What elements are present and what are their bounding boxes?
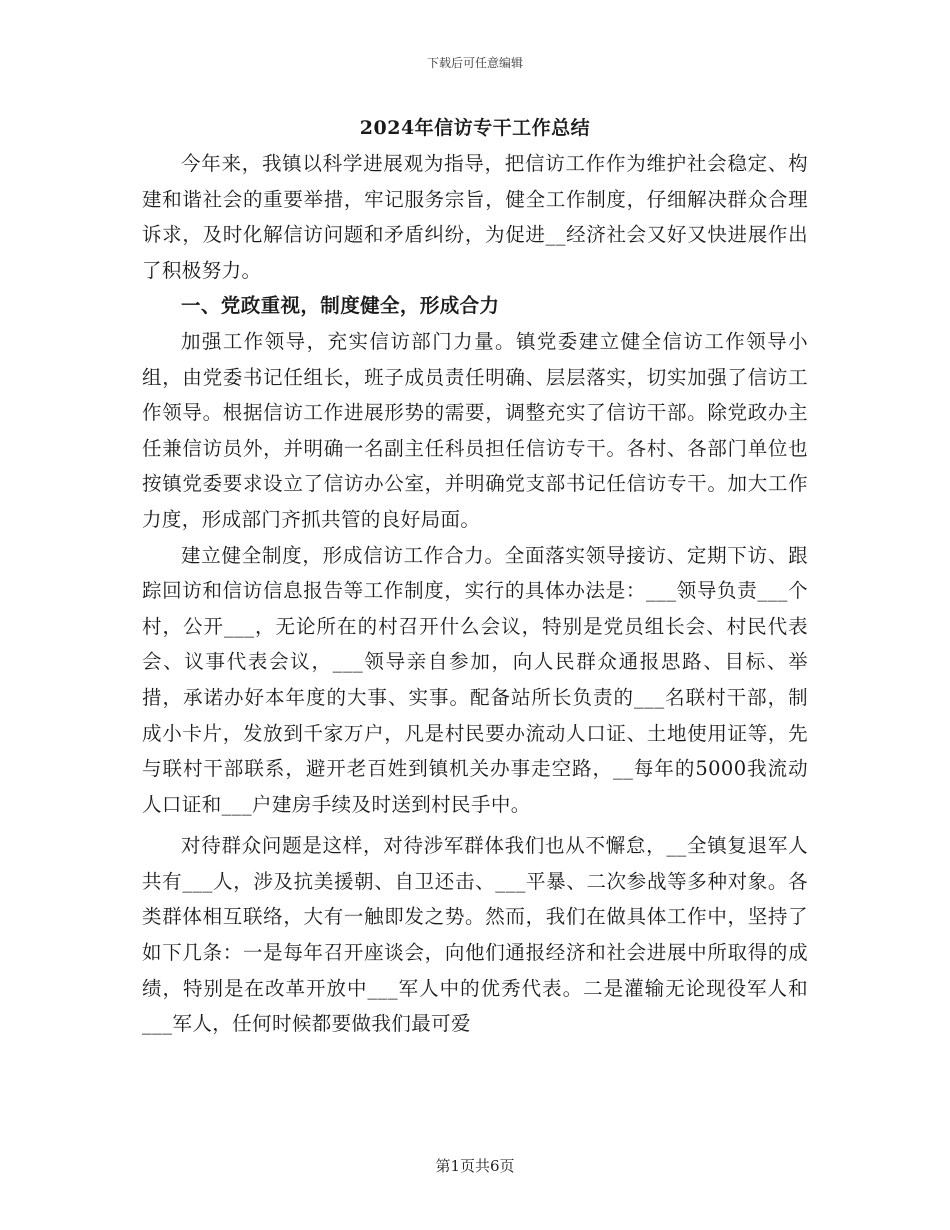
section-heading: 一、党政重视，制度健全，形成合力	[181, 294, 500, 318]
body-paragraph-3: 对待群众问题是这样，对待涉军群体我们也从不懈怠，__全镇复退军人共有___人，涉及抗美援朝、自卫还击、___平暴、二次参战等多种对象。各类群体相互联络，大有一触即发之势。然而，我们在做具体工作中，坚持了如下几条：一是每年召开座谈会，向他们通报经济和社会进展中所取得的成绩，特别是在改革开放中___军人中的优秀代表。二是灌输无论现役军人和___军人，任何时候都要做我们最可爱	[142, 834, 808, 1036]
intro-paragraph: 今年来，我镇以科学进展观为指导，把信访工作作为维护社会稳定、构建和谐社会的重要举措，牢记服务宗旨，健全工作制度，仔细解决群众合理诉求，及时化解信访问题和矛盾纠纷，为促进__经济社会又好又快进展作出了积极努力。	[142, 152, 808, 282]
document-title: 2024年信访专干工作总结	[359, 117, 591, 139]
body-paragraph-1: 加强工作领导，充实信访部门力量。镇党委建立健全信访工作领导小组，由党委书记任组长，班子成员责任明确、层层落实，切实加强了信访工作领导。根据信访工作进展形势的需要，调整充实了信访干部。除党政办主任兼信访员外，并明确一名副主任科员担任信访专干。各村、各部门单位也按镇党委要求设立了信访办公室，并明确党支部书记任信访专干。加大工作力度，形成部门齐抓共管的良好局面。	[142, 329, 808, 531]
body-paragraph-2: 建立健全制度，形成信访工作合力。全面落实领导接访、定期下访、跟踪回访和信访信息报告等工作制度，实行的具体办法是：___领导负责___个村，公开___，无论所在的村召开什么会议，特别是党员组长会、村民代表会、议事代表会议，___领导亲自参加，向人民群众通报思路、目标、举措，承诺办好本年度的大事、实事。配备站所长负责的___名联村干部，制成小卡片，发放到千家万户，凡是村民要办流动人口证、土地使用证等，先与联村干部联系，避开老百姓到镇机关办事走空路，__每年的5000我流动人口证和___户建房手续及时送到村民手中。	[142, 543, 808, 816]
header-note: 下载后可任意编辑	[426, 56, 523, 70]
page-indicator: 第1页共6页	[435, 1157, 515, 1175]
document-body	[142, 112, 808, 1042]
